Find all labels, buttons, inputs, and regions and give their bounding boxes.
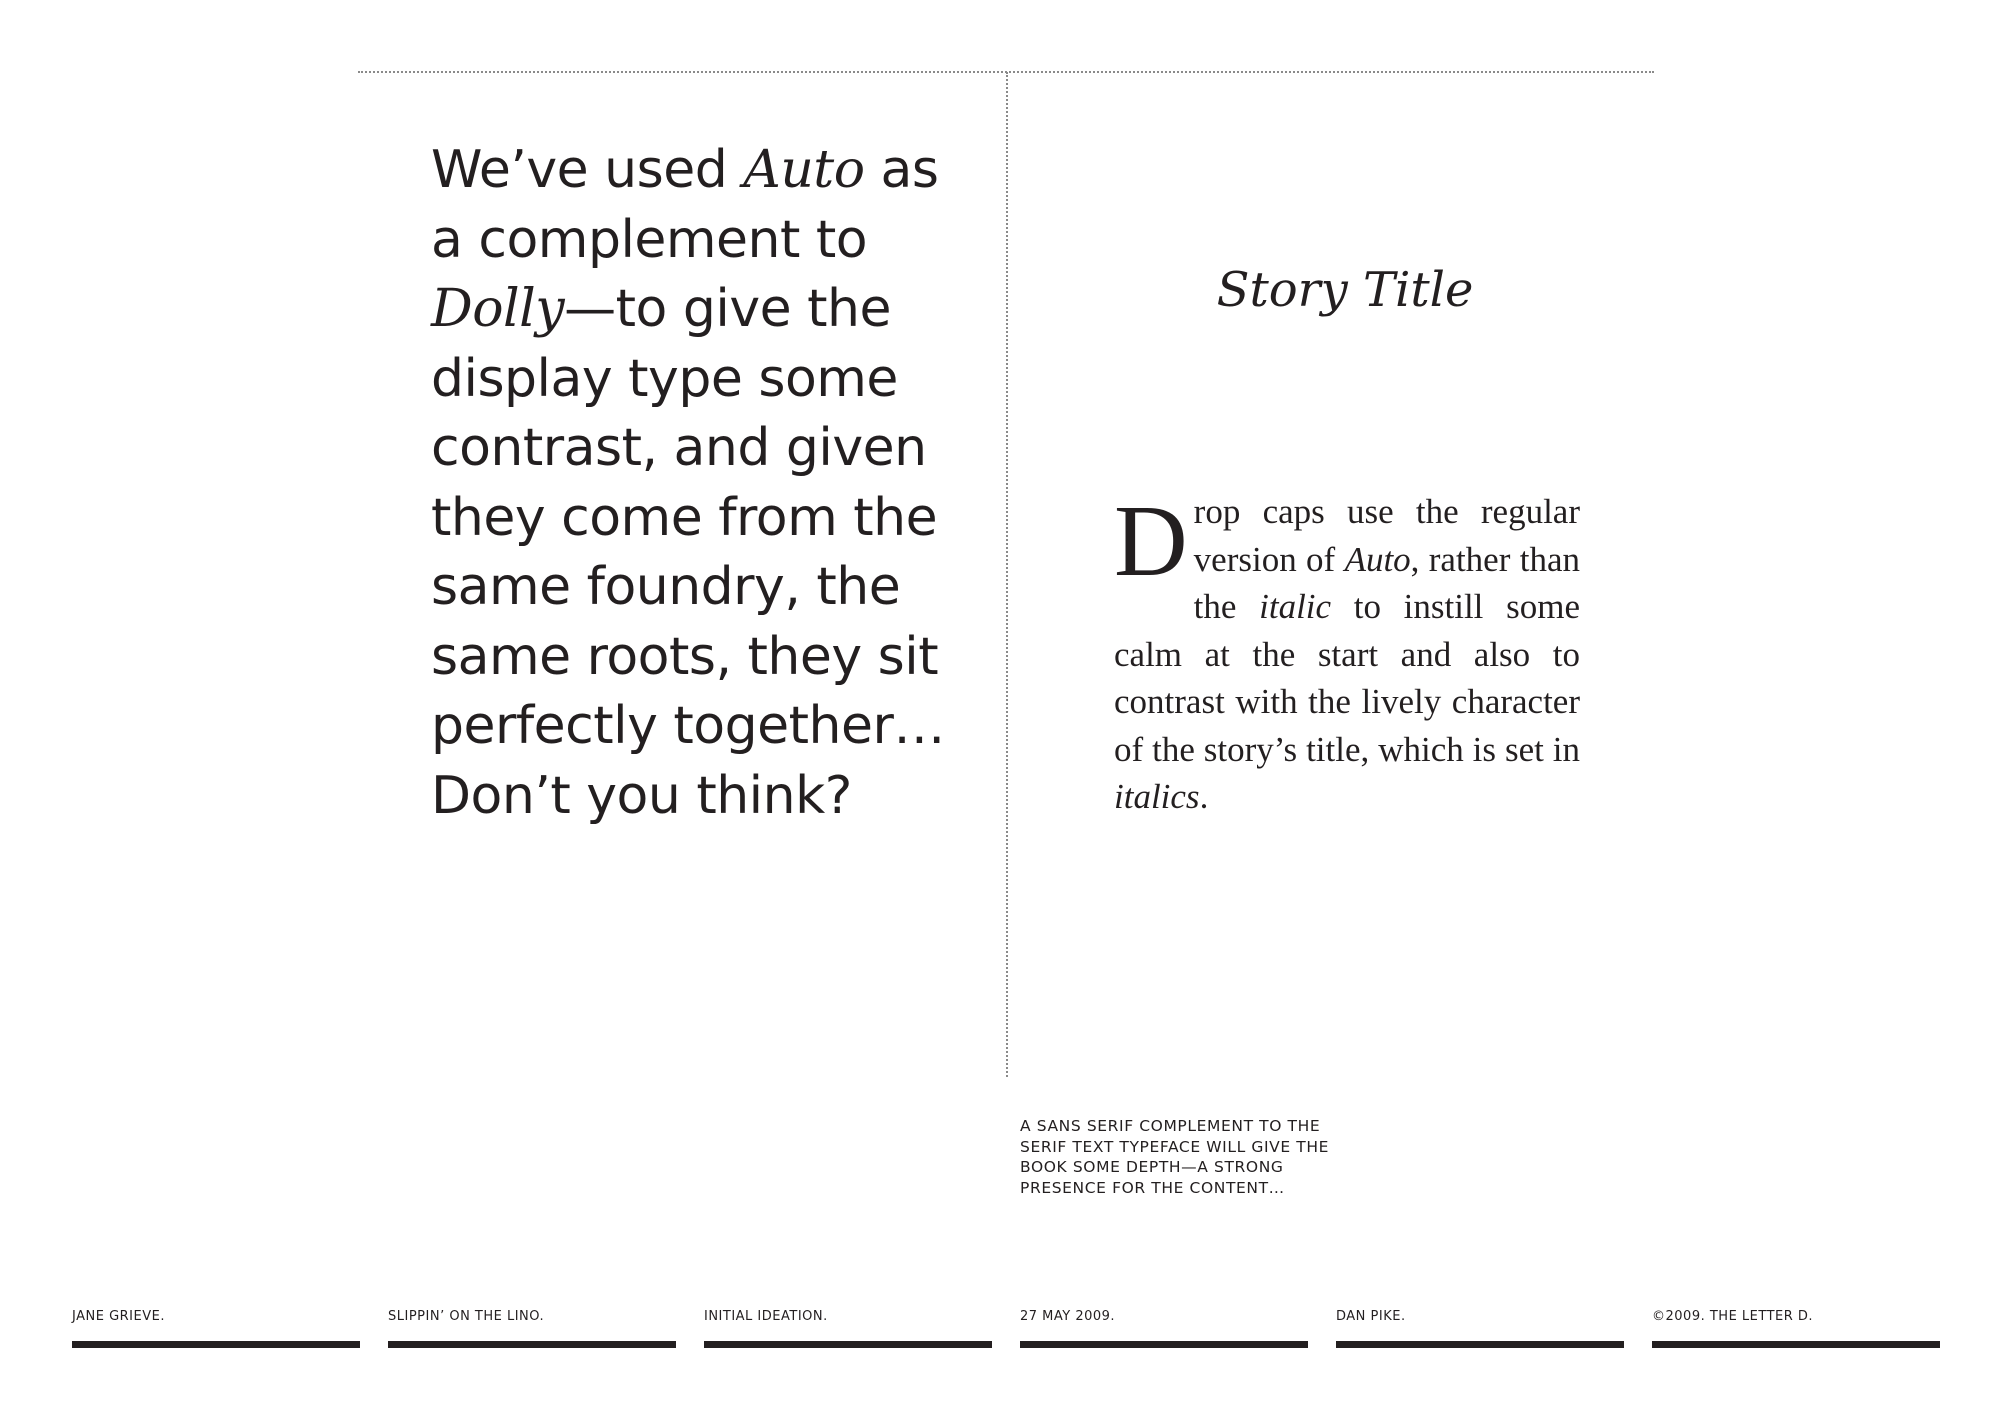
- pull-quote-line: contrast, and given: [431, 418, 927, 478]
- footer-author: [72, 1305, 360, 1353]
- caption-line: A SANS SERIF COMPLEMENT TO THE: [1020, 1117, 1321, 1135]
- sidenote-caption: [1020, 1116, 1340, 1198]
- page-footer: [72, 1305, 1940, 1353]
- footer-label: JANE GRIEVE.: [72, 1309, 165, 1324]
- footer-label: 27 MAY 2009.: [1020, 1309, 1116, 1324]
- pull-quote-line: they come from the: [431, 487, 938, 548]
- pull-quote-line: Don’t you think?: [431, 765, 852, 826]
- footer-rule: [72, 1341, 360, 1348]
- pull-quote-line: display type some: [431, 348, 898, 409]
- pull-quote: [431, 136, 945, 831]
- caption-line: SERIF TEXT TYPEFACE WILL GIVE THE: [1020, 1137, 1329, 1156]
- footer-project: [388, 1305, 676, 1353]
- pull-quote-line: same roots, they sit: [431, 626, 939, 687]
- story-body: Drop caps use the regular version of Auto, rather than the italic to instill some calm at the start and also to contrast with the lively character of the story’s title, which is set in italics.: [1114, 485, 1580, 816]
- footer-copyright: [1652, 1305, 1940, 1353]
- footer-label: DAN PIKE.: [1336, 1309, 1406, 1324]
- caption-line: BOOK SOME DEPTH—A STRONG: [1020, 1158, 1284, 1176]
- pull-quote-line: Dolly—to give the: [431, 279, 891, 339]
- footer-rule: [388, 1341, 676, 1348]
- footer-rule: [704, 1341, 992, 1348]
- footer-stage: [704, 1305, 992, 1353]
- story-title: Story Title: [1216, 262, 1474, 318]
- footer-rule: [1652, 1341, 1940, 1348]
- caption-line: PRESENCE FOR THE CONTENT…: [1020, 1178, 1285, 1197]
- drop-cap: D: [1114, 485, 1188, 598]
- footer-rule: [1020, 1341, 1308, 1348]
- footer-rule: [1336, 1341, 1624, 1348]
- pull-quote-line: perfectly together…: [431, 696, 945, 756]
- footer-label: ©2009. THE LETTER D.: [1652, 1309, 1814, 1324]
- italic-word: Auto: [743, 140, 865, 200]
- footer-date: [1020, 1305, 1308, 1353]
- italic-word: Dolly: [431, 279, 565, 339]
- footer-label: INITIAL IDEATION.: [704, 1309, 828, 1324]
- pull-quote-line: a complement to: [431, 209, 868, 270]
- pull-quote-line: same foundry, the: [431, 557, 901, 617]
- footer-label: SLIPPIN’ ON THE LINO.: [388, 1309, 545, 1324]
- center-dotted-guide: [1006, 72, 1008, 1077]
- pull-quote-line: We’ve used Auto as: [431, 140, 939, 200]
- footer-designer: [1336, 1305, 1624, 1353]
